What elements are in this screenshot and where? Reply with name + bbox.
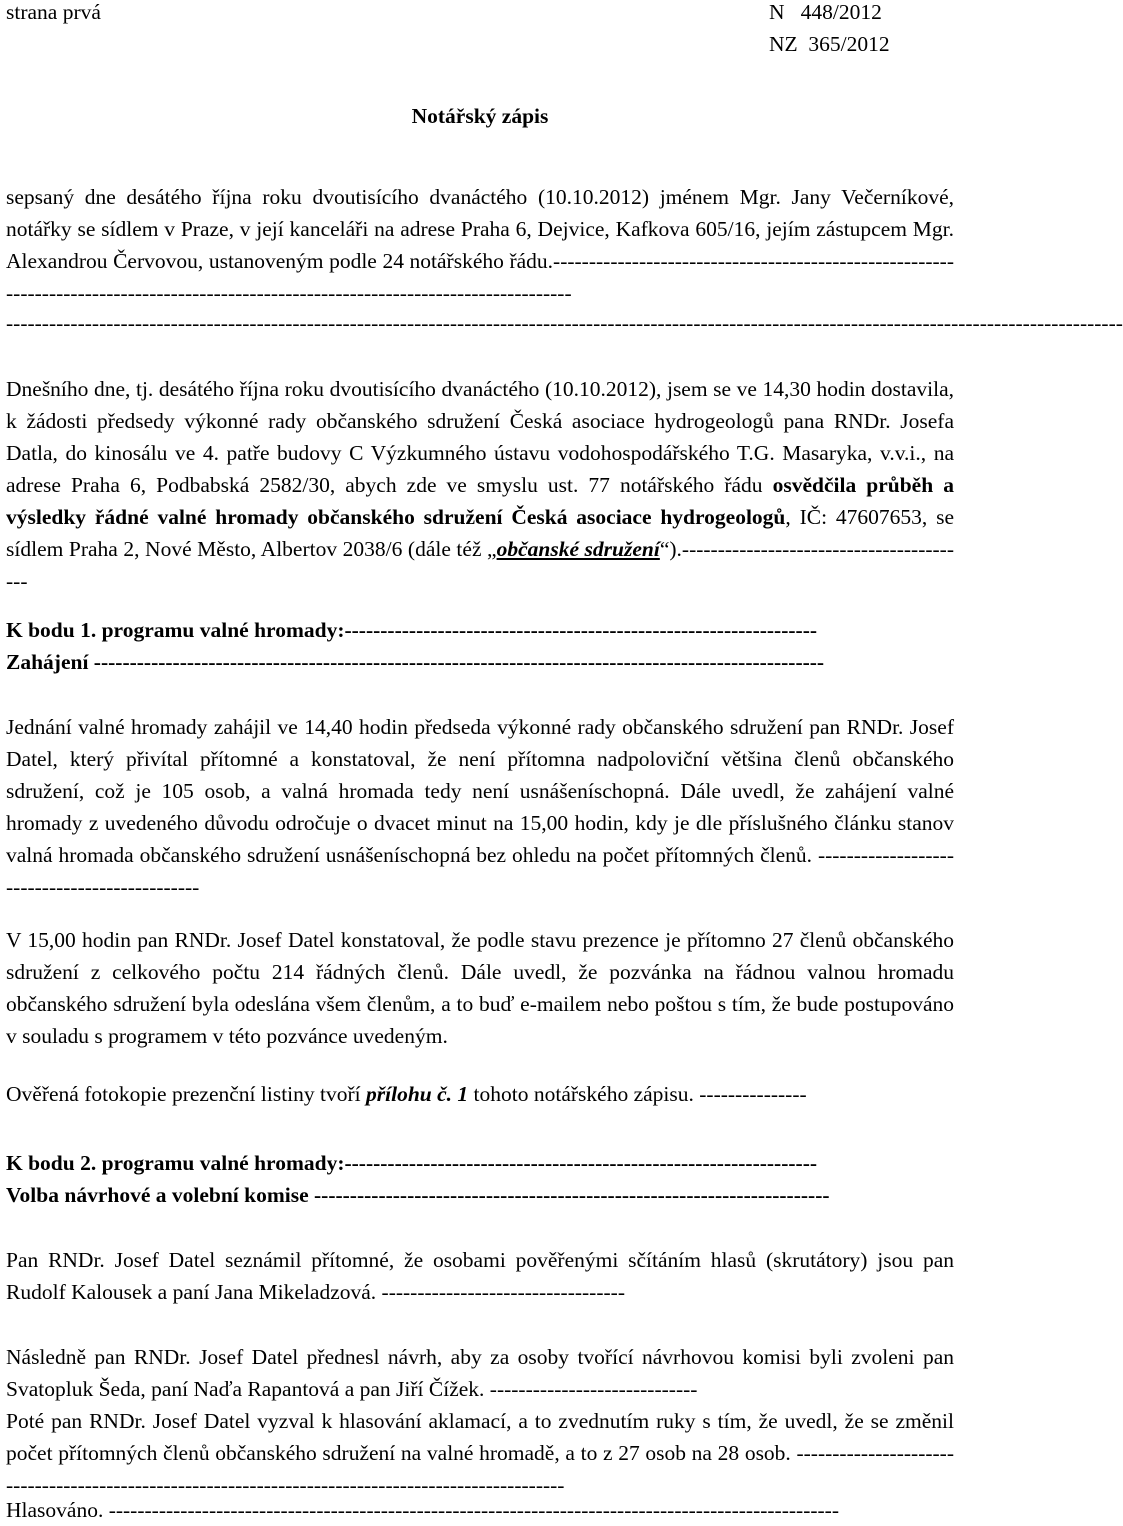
registry-numbers [769, 0, 890, 60]
visit-text-a: Dnešního dne, tj. desátého října roku dvoutisícího dvanáctého (10.10.2012), jsem se ve 14,30 hodin dostavila, k žádosti předsedy výkonné rady občanského sdružení Česká asociace hydrogeologů pana RNDr. Josefa Datla, do kinosálu ve 4. patře budovy C Výzkumného ústavu vodohospodářského T.G. Masaryka, v.v.i., na adrese Praha 6, Podbabská 2582/30, abych zde ve smyslu ust. 77 notářského řádu [6, 377, 954, 497]
agenda-item-1-heading: K bodu 1. programu valné hromady:------------------------------------------------------------------ [6, 618, 818, 642]
quorum-paragraph: V 15,00 hodin pan RNDr. Josef Datel konstatoval, že podle stavu prezence je přítomno 27 členů občanského sdružení z celkového počtu 214 řádných členů. Dále uvedl, že pozvánka na řádnou valnou hromadu občanského sdružení byla odeslána všem členům, a to buď e-mailem nebo poštou s tím, že bude postupováno v souladu s programem v této pozvánce uvedeným. [6, 928, 954, 1048]
registry-nz: NZ 365/2012 [769, 32, 890, 56]
intro-paragraph [6, 181, 954, 309]
visit-text-c: “).----------------------------------------- [6, 537, 954, 593]
visit-paragraph [6, 373, 954, 597]
attendance-text-a: Ověřená fotokopie prezenční listiny tvoří [6, 1082, 367, 1106]
agenda-item-1-subheading: Zahájení ------------------------------------------------------------------------------------------------------ [6, 650, 825, 674]
visit-text-b: , IČ: 47607653, se sídlem Praha 2, Nové Město, Albertov 2038/6 (dále též „ [6, 505, 954, 561]
document-title: Notářský zápis [411, 104, 549, 128]
voted-line: Hlasováno. ------------------------------------------------------------------------------------------------------ [6, 1498, 839, 1522]
commission-proposal-paragraph: Následně pan RNDr. Josef Datel přednesl návrh, aby za osoby tvořící návrhovou komisi byli zvoleni pan Svatopluk Šeda, paní Naďa Rapantová a pan Jiří Čížek. ----------------------------- [6, 1345, 954, 1401]
attendance-text-b: tohoto notářského zápisu. --------------- [468, 1082, 807, 1106]
visit-defined-term: občanské sdružení [496, 537, 660, 561]
scrutineers-paragraph: Pan RNDr. Josef Datel seznámil přítomné, že osobami pověřenými sčítáním hlasů (skrutátory) jsou pan Rudolf Kalousek a paní Jana Mikeladzová. ---------------------------------- [6, 1248, 954, 1304]
voting-call-paragraph: Poté pan RNDr. Josef Datel vyzval k hlasování aklamací, a to zvednutím ruky s tím, že uvedl, že se změnil počet přítomných členů občanského sdružení na valné hromadě, a to z 27 osob na 28 osob. ---------------------------------------------------------------------------------------------------- [6, 1409, 954, 1497]
agenda-item-2-subheading: Volba návrhové a volební komise ------------------------------------------------------------------------ [6, 1183, 830, 1207]
attachment-reference: přílohu č. 1 [366, 1082, 469, 1106]
visit-bold-statement: osvědčila průběh a výsledky řádné valné hromady občanského sdružení Česká asociace hydrogeologů [6, 473, 954, 529]
agenda-item-2-heading: K bodu 2. programu valné hromady:------------------------------------------------------------------ [6, 1151, 818, 1175]
attendance-list-paragraph [6, 1078, 954, 1110]
opening-paragraph: Jednání valné hromady zahájil ve 14,40 hodin předseda výkonné rady občanského sdružení pan RNDr. Josef Datel, který přivítal přítomné a konstatoval, že není přítomna nadpoloviční většina členů občanského sdružení, což je 105 osob, a valná hromada tedy není usnášeníschopná. Dále uvedl, že zahájení valné hromady z uvedeného důvodu odročuje o dvacet minut na 15,00 hodin, kdy je dle příslušného článku stanov valná hromada občanského sdružení usnášeníschopná bez ohledu na počet přítomných členů. ---------------------------------------------- [6, 715, 954, 899]
intro-text: sepsaný dne desátého října roku dvoutisícího dvanáctého (10.10.2012) jménem Mgr. Jany Večerníkové, notářky se sídlem v Praze, v její kanceláři na adrese Praha 6, Dejvice, Kafkova 605/16, jejím zástupcem Mgr. Alexandrou Červovou, ustanoveným podle 24 notářského řádu. [6, 185, 954, 273]
intro-dashes-1: --------------------------------------------------------------------------------------------------------------------------------------- [6, 249, 954, 305]
intro-dashes-2: ------------------------------------------------------------------------------------------------------------------------------------------------------------ [6, 311, 1123, 335]
registry-n: N 448/2012 [769, 0, 882, 24]
page-label: strana prvá [6, 0, 101, 24]
